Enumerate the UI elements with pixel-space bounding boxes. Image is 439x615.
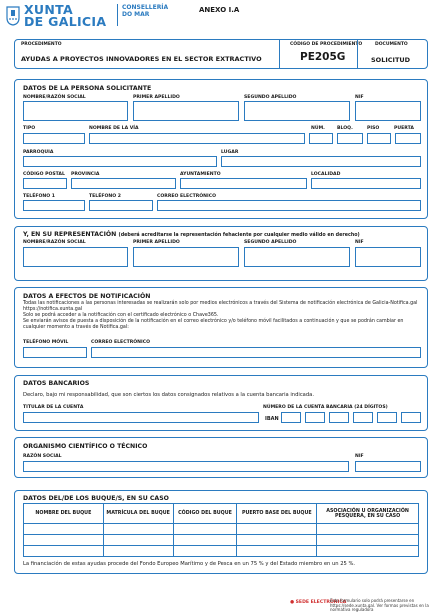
- label-piso: PISO: [367, 126, 380, 131]
- label-razon-social: RAZÓN SOCIAL: [23, 454, 62, 459]
- via-field[interactable]: [89, 133, 305, 144]
- representacion-note: (deberá acreditarse la representación fehaciente por cualquier medio válido en derecho): [118, 233, 360, 238]
- label-notif-email: CORREO ELECTRÓNICO: [91, 340, 150, 345]
- table-cell[interactable]: [173, 535, 237, 546]
- tipo-field[interactable]: [23, 133, 85, 144]
- section-solicitante: [14, 79, 428, 219]
- header-divider: [117, 4, 118, 26]
- rep-nif-field[interactable]: [355, 247, 421, 267]
- financiacion-note: La financiación de estas ayudas procede del Fondo Europeo Marítimo y de Pesca en un 75 % y del Estado miembro en un 25 %.: [23, 561, 356, 567]
- table-row: [24, 524, 419, 535]
- section-bancarios: [14, 375, 428, 431]
- th-nombre: NOMBRE DEL BUQUE: [24, 504, 104, 524]
- ayuntamiento-field[interactable]: [180, 178, 307, 189]
- label-iban: IBAN: [265, 416, 279, 422]
- label-rep-apellido2: SEGUNDO APELLIDO: [244, 240, 297, 245]
- apellido2-field[interactable]: [244, 101, 350, 121]
- section-title-solicitante: DATOS DE LA PERSONA SOLICITANTE: [23, 85, 152, 92]
- table-cell[interactable]: [103, 546, 173, 557]
- lugar-field[interactable]: [221, 156, 421, 167]
- section-title-organismo: ORGANISMO CIENTÍFICO O TÉCNICO: [23, 443, 148, 450]
- nif-field[interactable]: [355, 101, 421, 121]
- label-apellido2: SEGUNDO APELLIDO: [244, 95, 297, 100]
- label-bloq: BLOQ.: [337, 126, 353, 131]
- conselleria-line-2: DO MAR: [122, 11, 150, 18]
- label-lugar: LUGAR: [221, 150, 239, 155]
- iban-block-5[interactable]: [377, 412, 397, 423]
- galicia-shield-icon: [6, 6, 20, 26]
- iban-block-1[interactable]: [281, 412, 301, 423]
- section-title-representacion: [23, 231, 360, 238]
- bloq-field[interactable]: [337, 133, 363, 144]
- label-tel2: TELÉFONO 2: [89, 194, 121, 199]
- label-num: NÚM.: [311, 126, 325, 131]
- procedure-label: PROCEDIMENTO: [21, 42, 62, 47]
- section-buques: [14, 490, 428, 574]
- label-ayuntamiento: AYUNTAMIENTO: [180, 172, 221, 177]
- table-cell[interactable]: [237, 546, 317, 557]
- titular-field[interactable]: [23, 412, 259, 423]
- section-title-notificacion: DATOS A EFECTOS DE NOTIFICACIÓN: [23, 293, 151, 300]
- table-cell[interactable]: [24, 524, 104, 535]
- label-cp: CÓDIGO POSTAL: [23, 172, 65, 177]
- conselleria-line-1: CONSELLERÍA: [122, 4, 169, 11]
- label-movil: TELÉFONO MÓVIL: [23, 340, 69, 345]
- table-cell[interactable]: [317, 535, 419, 546]
- label-tel1: TELÉFONO 1: [23, 194, 55, 199]
- sede-icon: ●: [290, 600, 295, 605]
- notificacion-p2: Solo se podrá acceder a la notificación con el certificado electrónico o Chave365.: [23, 313, 219, 318]
- email-field[interactable]: [157, 200, 421, 211]
- label-org-nif: NIF: [355, 454, 364, 459]
- label-provincia: PROVINCIA: [71, 172, 100, 177]
- rep-apellido2-field[interactable]: [244, 247, 350, 267]
- label-puerta: PUERTA: [394, 126, 414, 131]
- label-rep-nombre: NOMBRE/RAZÓN SOCIAL: [23, 240, 86, 245]
- procedure-code: PE205G: [300, 51, 346, 63]
- parroquia-field[interactable]: [23, 156, 217, 167]
- label-localidad: LOCALIDAD: [311, 172, 341, 177]
- section-organismo: [14, 437, 428, 478]
- footer-note: Este formulario solo podrá presentarse en https://sede.xunta.gal. Ver formas previstas en la normativa reguladora: [330, 598, 429, 613]
- table-cell[interactable]: [173, 546, 237, 557]
- conselleria-name: [122, 4, 168, 18]
- num-field[interactable]: [309, 133, 333, 144]
- localidad-field[interactable]: [311, 178, 421, 189]
- section-title-bancarios: DATOS BANCARIOS: [23, 380, 90, 387]
- table-row: [24, 535, 419, 546]
- buques-table: [23, 503, 419, 557]
- label-rep-apellido1: PRIMER APELLIDO: [133, 240, 180, 245]
- procedure-value: AYUDAS A PROYECTOS INNOVADORES EN EL SECTOR EXTRACTIVO: [21, 55, 262, 63]
- tel1-field[interactable]: [23, 200, 85, 211]
- iban-block-6[interactable]: [401, 412, 421, 423]
- label-email: CORREO ELECTRÓNICO: [157, 194, 216, 199]
- label-rep-nif: NIF: [355, 240, 364, 245]
- label-tipo: TIPO: [23, 126, 36, 131]
- iban-block-2[interactable]: [305, 412, 325, 423]
- xunta-logo: [6, 4, 106, 28]
- label-via: NOMBRE DE LA VÍA: [89, 126, 139, 131]
- movil-field[interactable]: [23, 347, 87, 358]
- table-cell[interactable]: [103, 524, 173, 535]
- procedure-code-label: CÓDIGO DE PROCEDIMIENTO: [290, 42, 363, 47]
- table-cell[interactable]: [317, 546, 419, 557]
- notificacion-p1: Todas las notificaciones a las personas interesadas se realizarán solo por medios electrónicos a través del Sistema de notificación electrónica de Galicia-Notifica.gal https://notifica.xunta.gal: [23, 301, 418, 312]
- org-nif-field[interactable]: [355, 461, 421, 472]
- apellido1-field[interactable]: [133, 101, 239, 121]
- iban-block-4[interactable]: [353, 412, 373, 423]
- table-cell[interactable]: [317, 524, 419, 535]
- representacion-title: Y, EN SU REPRESENTACIÓN: [23, 231, 117, 238]
- table-cell[interactable]: [103, 535, 173, 546]
- document-value: SOLICITUD: [371, 56, 411, 64]
- label-titular: TITULAR DE LA CUENTA: [23, 405, 84, 410]
- label-apellido1: PRIMER APELLIDO: [133, 95, 180, 100]
- label-numero-cuenta: NÚMERO DE LA CUENTA BANCARIA (24 DÍGITOS): [263, 405, 388, 410]
- notificacion-p3: Se enviarán avisos de puesta a disposición de la notificación en el correo electrónico y/o teléfono móvil facilitados a continuación y que se podrán cambiar en cualquier momento a través de Notifica.gal:: [23, 319, 404, 330]
- table-cell[interactable]: [24, 546, 104, 557]
- document-label: DOCUMENTO: [375, 42, 408, 47]
- razon-social-field[interactable]: [23, 461, 349, 472]
- anexo-label: ANEXO I.A: [199, 6, 240, 14]
- th-puerto: PUERTO BASE DEL BUQUE: [237, 504, 317, 524]
- table-cell[interactable]: [237, 535, 317, 546]
- th-codigo: CÓDIGO DEL BUQUE: [173, 504, 237, 524]
- procedure-strip: [14, 39, 428, 69]
- piso-field[interactable]: [367, 133, 391, 144]
- table-cell[interactable]: [173, 524, 237, 535]
- th-matricula: MATRÍCULA DEL BUQUE: [103, 504, 173, 524]
- label-nombre: NOMBRE/RAZÓN SOCIAL: [23, 95, 86, 100]
- rep-nombre-field[interactable]: [23, 247, 128, 267]
- section-title-buques: DATOS DEL/DE LOS BUQUE/S, EN SU CASO: [23, 495, 169, 502]
- table-cell[interactable]: [24, 535, 104, 546]
- th-asociacion: ASOCIACIÓN U ORGANIZACIÓN PESQUERA, EN SU CASO: [317, 504, 419, 524]
- nombre-field[interactable]: [23, 101, 128, 121]
- logo-line-1: XUNTA: [24, 2, 73, 17]
- table-row: [24, 546, 419, 557]
- iban-block-3[interactable]: [329, 412, 349, 423]
- puerta-field[interactable]: [395, 133, 421, 144]
- section-representacion: [14, 226, 428, 281]
- notif-email-field[interactable]: [91, 347, 421, 358]
- label-nif: NIF: [355, 95, 364, 100]
- table-cell[interactable]: [237, 524, 317, 535]
- bancarios-declaro: Declaro, bajo mi responsabilidad, que son ciertos los datos consignados relativos a la cuenta bancaria indicada.: [23, 392, 314, 398]
- tel2-field[interactable]: [89, 200, 153, 211]
- logo-line-2: DE GALICIA: [24, 14, 107, 29]
- rep-apellido1-field[interactable]: [133, 247, 239, 267]
- provincia-field[interactable]: [71, 178, 176, 189]
- sede-label: SEDE ELECTRÓNICA: [295, 600, 347, 605]
- label-parroquia: PARROQUIA: [23, 150, 54, 155]
- cp-field[interactable]: [23, 178, 67, 189]
- section-notificacion: [14, 287, 428, 368]
